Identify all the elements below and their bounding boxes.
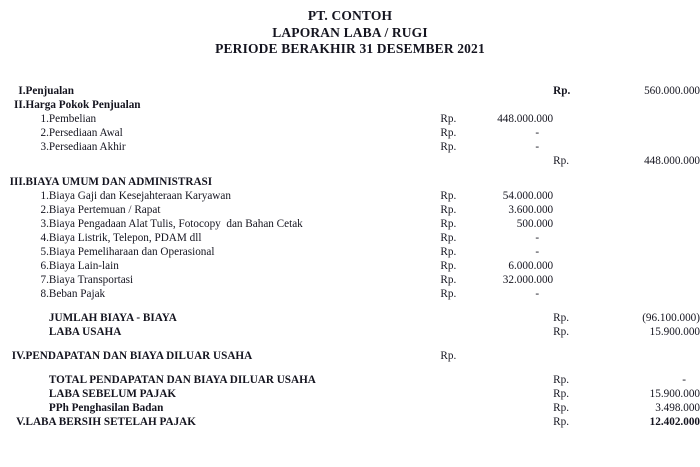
row-number: 1. bbox=[40, 112, 49, 125]
table-row bbox=[0, 126, 700, 140]
table-row bbox=[0, 112, 700, 126]
inner-currency bbox=[440, 387, 459, 401]
inner-currency: Rp. bbox=[440, 273, 457, 286]
row-label: Biaya Gaji dan Kesejahteraan Karyawan bbox=[48, 189, 231, 202]
outer-value bbox=[577, 112, 700, 126]
inner-value: 448.000.000 bbox=[497, 112, 554, 125]
outer-value bbox=[577, 126, 700, 140]
outer-value: 3.498.000 bbox=[655, 401, 700, 414]
report-title: LAPORAN LABA / RUGI bbox=[272, 24, 428, 40]
table-row bbox=[0, 175, 700, 189]
inner-value: - bbox=[535, 231, 540, 244]
row-label: Biaya Lain-lain bbox=[48, 259, 119, 272]
row-number: 8. bbox=[40, 287, 49, 300]
outer-currency bbox=[553, 140, 576, 154]
inner-value bbox=[460, 401, 554, 415]
inner-currency: Rp. bbox=[440, 189, 457, 202]
row-number: 7. bbox=[40, 273, 49, 286]
inner-value bbox=[460, 415, 554, 429]
outer-value bbox=[577, 203, 700, 217]
inner-currency: Rp. bbox=[440, 140, 457, 153]
outer-value: - bbox=[682, 373, 686, 386]
row-label: PPh Penghasilan Badan bbox=[48, 401, 164, 414]
outer-value bbox=[577, 98, 700, 112]
inner-currency bbox=[440, 98, 459, 112]
table-row bbox=[0, 231, 700, 245]
table-row bbox=[0, 98, 700, 112]
outer-value: 560.000.000 bbox=[644, 84, 700, 97]
row-label bbox=[49, 154, 440, 168]
outer-currency bbox=[553, 98, 576, 112]
outer-value bbox=[577, 189, 700, 203]
row-label: LABA BERSIH SETELAH PAJAK bbox=[25, 415, 196, 428]
row-label: LABA SEBELUM PAJAK bbox=[48, 387, 177, 400]
outer-currency bbox=[553, 273, 576, 287]
table-row bbox=[0, 373, 700, 387]
outer-value bbox=[577, 231, 700, 245]
inner-currency bbox=[440, 175, 459, 189]
outer-value bbox=[577, 175, 700, 189]
outer-currency: Rp. bbox=[553, 387, 569, 400]
inner-currency: Rp. bbox=[440, 203, 457, 216]
outer-value: 15.900.000 bbox=[649, 325, 700, 338]
outer-value bbox=[577, 287, 700, 301]
row-label: TOTAL PENDAPATAN DAN BIAYA DILUAR USAHA bbox=[48, 373, 316, 386]
outer-currency bbox=[553, 175, 576, 189]
inner-value: 3.600.000 bbox=[508, 203, 554, 216]
outer-currency: Rp. bbox=[553, 311, 569, 324]
row-label: Biaya Pemeliharaan dan Operasional bbox=[48, 245, 215, 258]
inner-currency: Rp. bbox=[440, 112, 457, 125]
inner-currency: Rp. bbox=[440, 259, 457, 272]
outer-value bbox=[577, 245, 700, 259]
row-label: PENDAPATAN DAN BIAYA DILUAR USAHA bbox=[25, 349, 253, 362]
inner-value bbox=[460, 154, 554, 168]
table-row bbox=[0, 245, 700, 259]
outer-currency bbox=[553, 245, 576, 259]
row-roman: II. bbox=[14, 98, 26, 111]
document-title-block bbox=[0, 0, 700, 58]
row-spacer bbox=[0, 301, 700, 311]
inner-currency bbox=[440, 415, 459, 429]
outer-value: (96.100.000) bbox=[642, 311, 700, 324]
inner-currency: Rp. bbox=[440, 231, 457, 244]
row-number: 5. bbox=[40, 245, 49, 258]
table-row bbox=[0, 401, 700, 415]
table-row bbox=[0, 140, 700, 154]
inner-value: 6.000.000 bbox=[508, 259, 554, 272]
inner-value bbox=[460, 175, 554, 189]
row-label: Beban Pajak bbox=[48, 287, 106, 300]
row-label: BIAYA UMUM DAN ADMINISTRASI bbox=[25, 175, 213, 188]
row-spacer bbox=[0, 339, 700, 349]
outer-currency bbox=[553, 217, 576, 231]
table-row bbox=[0, 259, 700, 273]
inner-value bbox=[460, 387, 554, 401]
outer-value bbox=[577, 140, 700, 154]
inner-currency bbox=[440, 373, 459, 387]
row-label: Biaya Pengadaan Alat Tulis, Fotocopy dan Bahan Cetak bbox=[48, 217, 303, 230]
row-number: 2. bbox=[40, 126, 49, 139]
outer-value bbox=[577, 259, 700, 273]
row-roman: V. bbox=[16, 415, 26, 428]
outer-currency bbox=[553, 126, 576, 140]
row-label: Biaya Listrik, Telepon, PDAM dll bbox=[48, 231, 202, 244]
table-row bbox=[0, 84, 700, 98]
table-row bbox=[0, 349, 700, 363]
outer-value bbox=[577, 217, 700, 231]
table-row bbox=[0, 217, 700, 231]
inner-value: - bbox=[535, 126, 540, 139]
outer-value: 15.900.000 bbox=[649, 387, 700, 400]
inner-value bbox=[460, 84, 554, 98]
outer-currency bbox=[553, 203, 576, 217]
row-label: Biaya Pertemuan / Rapat bbox=[48, 203, 161, 216]
statement-table bbox=[0, 84, 700, 429]
inner-value bbox=[460, 311, 554, 325]
inner-value: 32.000.000 bbox=[502, 273, 554, 286]
row-spacer bbox=[0, 168, 700, 175]
inner-value: - bbox=[535, 140, 540, 153]
row-label: Harga Pokok Penjualan bbox=[25, 98, 141, 111]
row-label: Penjualan bbox=[25, 84, 75, 97]
table-row bbox=[0, 325, 700, 339]
row-label: LABA USAHA bbox=[48, 325, 122, 338]
inner-value bbox=[460, 349, 554, 363]
row-spacer bbox=[0, 363, 700, 373]
table-row bbox=[0, 387, 700, 401]
outer-currency: Rp. bbox=[553, 401, 569, 414]
inner-currency bbox=[440, 325, 459, 339]
inner-currency bbox=[440, 401, 459, 415]
outer-currency: Rp. bbox=[553, 373, 569, 386]
inner-value bbox=[460, 98, 554, 112]
row-label: JUMLAH BIAYA - BIAYA bbox=[48, 311, 177, 324]
row-number: 3. bbox=[40, 217, 49, 230]
company-name: PT. CONTOH bbox=[307, 8, 393, 23]
row-label: Persediaan Akhir bbox=[48, 140, 126, 153]
table-row bbox=[0, 287, 700, 301]
inner-value: 500.000 bbox=[516, 217, 554, 230]
outer-currency bbox=[553, 287, 576, 301]
outer-value: 448.000.000 bbox=[644, 154, 700, 167]
inner-value: - bbox=[535, 245, 540, 258]
inner-currency: Rp. bbox=[440, 287, 457, 300]
outer-value bbox=[577, 273, 700, 287]
inner-currency: Rp. bbox=[440, 245, 457, 258]
outer-currency: Rp. bbox=[553, 325, 569, 338]
row-label: Pembelian bbox=[48, 112, 97, 125]
inner-value: 54.000.000 bbox=[502, 189, 554, 202]
table-row bbox=[0, 311, 700, 325]
inner-currency bbox=[440, 154, 459, 168]
outer-currency bbox=[553, 112, 576, 126]
row-number: 2. bbox=[40, 203, 49, 216]
outer-currency: Rp. bbox=[553, 154, 569, 167]
outer-value: 12.402.000 bbox=[649, 415, 700, 428]
inner-currency: Rp. bbox=[440, 349, 457, 362]
inner-value bbox=[460, 325, 554, 339]
outer-currency bbox=[553, 349, 576, 363]
row-number: 6. bbox=[40, 259, 49, 272]
row-roman: I. bbox=[18, 84, 26, 97]
row-number: 4. bbox=[40, 231, 49, 244]
table-row bbox=[0, 203, 700, 217]
outer-currency bbox=[553, 189, 576, 203]
table-row bbox=[0, 273, 700, 287]
inner-currency bbox=[440, 311, 459, 325]
report-period: PERIODE BERAKHIR 31 DESEMBER 2021 bbox=[215, 41, 485, 56]
row-label: Biaya Transportasi bbox=[48, 273, 134, 286]
row-roman: IV. bbox=[11, 349, 26, 362]
outer-value bbox=[577, 349, 700, 363]
table-row bbox=[0, 154, 700, 168]
table-row bbox=[0, 189, 700, 203]
inner-currency: Rp. bbox=[440, 126, 457, 139]
inner-currency: Rp. bbox=[440, 217, 457, 230]
row-label: Persediaan Awal bbox=[48, 126, 123, 139]
inner-value: - bbox=[535, 287, 540, 300]
outer-currency: Rp. bbox=[553, 84, 571, 97]
table-row bbox=[0, 415, 700, 429]
outer-currency bbox=[553, 259, 576, 273]
row-number: 1. bbox=[40, 189, 49, 202]
inner-currency bbox=[440, 84, 459, 98]
outer-currency: Rp. bbox=[553, 415, 569, 428]
row-roman: III. bbox=[9, 175, 26, 188]
outer-currency bbox=[553, 231, 576, 245]
row-number: 3. bbox=[40, 140, 49, 153]
inner-value bbox=[460, 373, 554, 387]
